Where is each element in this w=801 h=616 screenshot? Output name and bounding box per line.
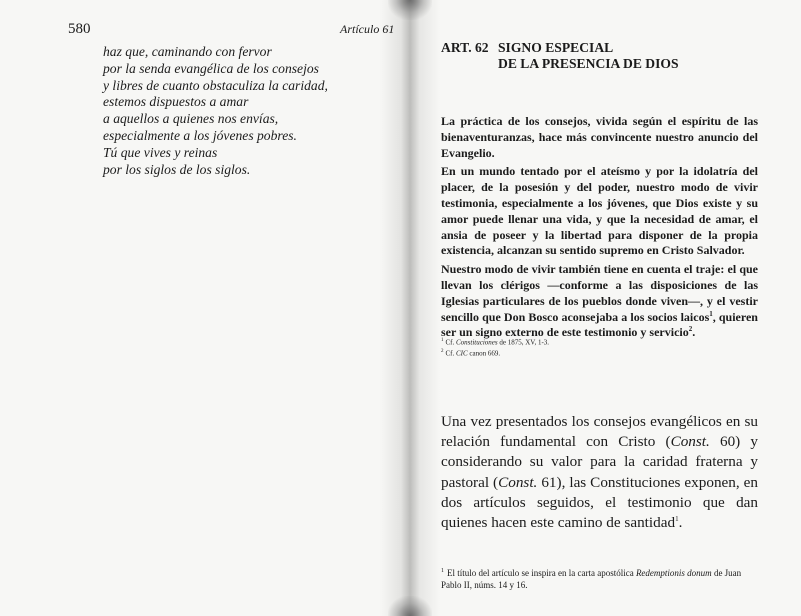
paragraph-text: .	[692, 325, 696, 340]
prayer-line: Tú que vives y reinas	[103, 144, 218, 160]
note-text: de 1875, XV, 1-3.	[497, 338, 550, 347]
article-notes	[441, 336, 549, 359]
article-number: ART. 62	[441, 40, 489, 55]
commentary-paragraph	[441, 412, 758, 533]
note-text: Cf.	[445, 338, 456, 347]
note-number: 2	[441, 349, 444, 355]
prayer-line: por la senda evangélica de los consejos	[103, 60, 319, 76]
article-title-line: SIGNO ESPECIAL	[498, 40, 614, 55]
const-ref: Const.	[498, 473, 538, 491]
page-number: 580	[68, 21, 91, 37]
paragraph-text: , quieren ser un signo externo de este testimonio y servicio	[441, 309, 758, 340]
commentary-text: .	[678, 514, 683, 532]
gutter-shadow-top	[388, 0, 432, 20]
prayer-line: haz que, caminando con fervor	[103, 44, 272, 59]
prayer-line: por los siglos de los siglos.	[103, 161, 251, 177]
article-paragraph	[441, 262, 758, 341]
note-text: canon 669.	[467, 349, 501, 358]
prayer-text	[103, 44, 328, 178]
prayer-line: a aquellos a quienes nos envías,	[103, 111, 279, 127]
commentary-text: 61), las Constituciones exponen, en dos artículos seguidos, el testimonio que dan quienes hacen este camino de santidad	[441, 473, 758, 532]
article-note	[441, 336, 549, 347]
note-text: Cf.	[445, 349, 456, 358]
paragraph-text: Nuestro modo de vivir también tiene en cuenta el traje: el que llevan los clérigos —conforme a las disposiciones de las Iglesias particulares de los pueblos donde viven—, y el vestir sencillo que Don Bosco aconsejaba a los socios laicos	[441, 262, 758, 324]
prayer-line: especialmente a los jóvenes pobres.	[103, 127, 297, 143]
prayer-line: estemos dispuestos a amar	[103, 94, 249, 110]
footnote-italic: Redemptionis donum	[635, 568, 712, 578]
note-italic: CIC	[456, 349, 468, 358]
footnote-text: El título del artículo se inspira en la carta apostólica	[447, 568, 636, 578]
footnote-ref: 2	[688, 325, 693, 334]
article-title-line: DE LA PRESENCIA DE DIOS	[498, 55, 679, 71]
commentary-text: 60) y considerando su valor para la caridad fraterna y pastoral (	[441, 433, 758, 491]
note-italic: Constituciones	[456, 338, 498, 347]
article-body	[441, 114, 758, 347]
footnote-ref: 1	[675, 514, 679, 523]
footnote-ref: 1	[709, 309, 713, 318]
book-gutter	[380, 0, 440, 616]
running-head: Artículo 61	[340, 22, 395, 36]
article-paragraph: La práctica de los consejos, vivida según el espíritu de las bienaventuranzas, hace más convincente nuestro anuncio del Evangelio.	[441, 114, 758, 160]
article-paragraph: En un mundo tentado por el ateísmo y por la idolatría del placer, de la posesión y del poder, nuestro modo de vivir testimonia, especialmente a los jóvenes, que Dios existe y su amor puede llenar una vida, y que la necesidad de amar, el ansia de poseer y la libertad para disponer de la propia existencia, alcanzan su sentido supremo en Cristo Salvador.	[441, 164, 758, 258]
article-note	[441, 347, 549, 358]
footnote-number: 1	[441, 568, 444, 574]
footnote-text: de Juan Pablo II, núms. 14 y 16.	[441, 568, 742, 590]
commentary-text: Una vez presentados los consejos evangélicos en su relación fundamental con Cristo (	[441, 413, 758, 451]
prayer-line: y libres de cuanto obstaculiza la caridad,	[103, 77, 328, 93]
note-number: 1	[441, 338, 444, 343]
article-title	[498, 40, 679, 71]
const-ref: Const.	[670, 433, 710, 451]
gutter-shadow-bottom	[388, 596, 432, 616]
page-footnote	[441, 565, 758, 591]
